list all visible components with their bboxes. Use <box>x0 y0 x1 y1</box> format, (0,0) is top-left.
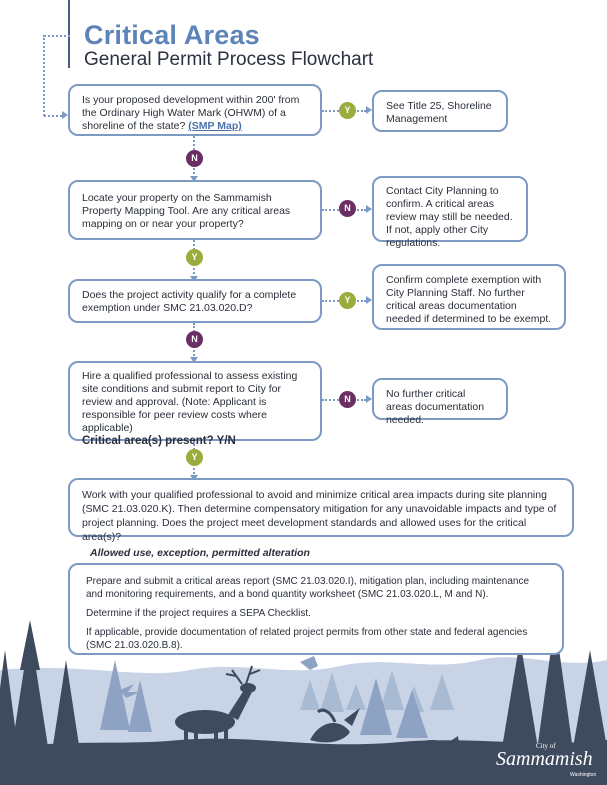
yes-badge: Y <box>186 449 203 466</box>
result-box-shoreline <box>372 90 508 132</box>
requirements-box <box>68 563 564 655</box>
question-box-shoreline <box>68 84 322 136</box>
requirement-critical-areas-report: Prepare and submit a critical areas report (SMC 21.03.020.I), mitigation plan, including maintenance and monitoring requirements, and a bond quantity worksheet (SMC 21.03.020.L, M and N). <box>86 576 530 600</box>
allowed-use-label: Allowed use, exception, permitted alteration <box>90 547 310 559</box>
result-mapping-text: Contact City Planning to confirm. A critical areas review may still be needed. If not, apply other City regulations. <box>386 185 513 249</box>
question-box-mitigation <box>68 478 574 543</box>
question-box-professional <box>68 361 322 447</box>
question-box-exemption <box>68 279 322 323</box>
smp-map-link[interactable]: (SMP Map) <box>188 120 242 132</box>
question-mitigation-text: Work with your qualified professional to avoid and minimize critical area impacts during site planning (SMC 21.03.020.K). Then determine compensatory mitigation for any unavoidable impacts and type of project planning. Does the project meet development standards and allowed uses for the critical area(s)? <box>82 489 557 543</box>
no-badge: N <box>339 200 356 217</box>
requirement-related-permits: If applicable, provide documentation of related project permits from other state and federal agencies (SMC 21.03.020.B.8). <box>86 627 528 651</box>
question-shoreline-text: Is your proposed development within 200' from the Ordinary High Water Mark (OHWM) of a shoreline of the state? <box>82 94 300 132</box>
result-shoreline-text: See Title 25, Shoreline Management <box>386 100 492 125</box>
logo-state: Washington <box>570 772 597 778</box>
result-box-mapping <box>372 176 528 249</box>
yes-badge: Y <box>339 102 356 119</box>
logo-name: Sammamish <box>496 748 593 770</box>
requirement-sepa-checklist: Determine if the project requires a SEPA Checklist. <box>86 608 311 619</box>
connector-header-in <box>44 115 62 117</box>
city-logo <box>496 742 596 778</box>
no-badge: N <box>339 391 356 408</box>
connector-header-down <box>43 35 45 116</box>
result-no-critical-areas-text: No further critical areas documentation needed. <box>386 388 485 426</box>
question-box-mapping <box>68 180 322 240</box>
question-professional-text: Hire a qualified professional to assess existing site conditions and submit report to City for review and approval. (Note: Applicant is responsible for peer review costs where applicable) <box>82 370 298 434</box>
yes-badge: Y <box>339 292 356 309</box>
no-badge: N <box>186 150 203 167</box>
no-badge: N <box>186 331 203 348</box>
result-box-no-critical-areas <box>372 378 508 426</box>
connector-header-left <box>44 35 70 37</box>
result-exemption-text: Confirm complete exemption with City Planning Staff. No further critical areas documentation needed if determined to be exempt. <box>386 274 552 325</box>
header-rule <box>68 0 70 68</box>
page-subtitle: General Permit Process Flowchart <box>84 49 374 70</box>
page-title: Critical Areas <box>84 20 260 50</box>
logo-city-of: City of <box>536 742 556 750</box>
question-mapping-text: Locate your property on the Sammamish Property Mapping Tool. Are any critical areas mapping on or near your property? <box>82 192 291 230</box>
yes-badge: Y <box>186 249 203 266</box>
question-exemption-text: Does the project activity qualify for a complete exemption under SMC 21.03.020.D? <box>82 289 297 314</box>
critical-areas-present-question: Critical area(s) present? Y/N <box>82 435 236 447</box>
result-box-exemption <box>372 264 566 330</box>
